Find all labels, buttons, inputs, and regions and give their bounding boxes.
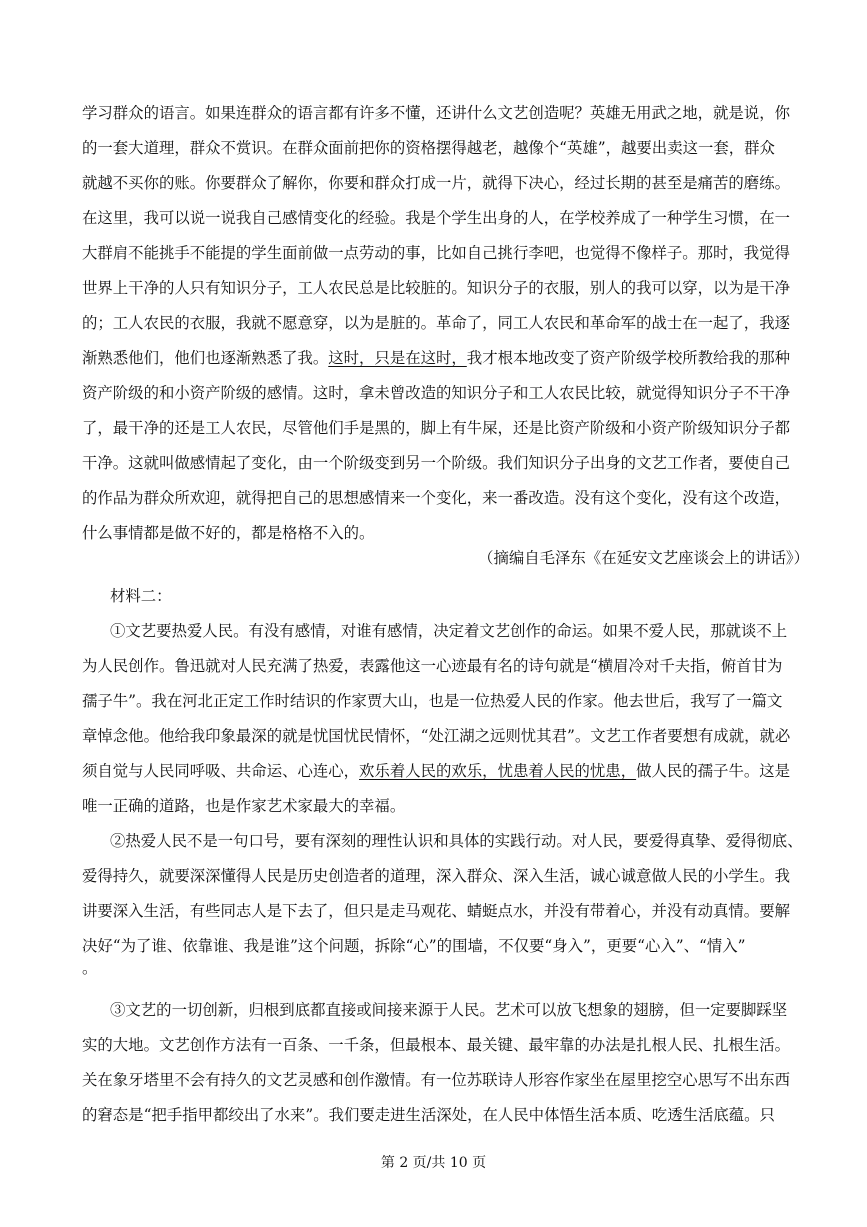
paragraph-line: ③文艺的一切创新，归根到底都直接或间接来源于人民。艺术可以放飞想象的翅膀，但一定要脚踩坚 xyxy=(110,1001,788,1019)
source-citation: （摘编自毛泽东《在延安文艺座谈会上的讲话》） xyxy=(478,549,809,567)
text-line: 的；工人农民的衣服，我就不愿意穿，以为是脏的。革命了，同工人农民和革命军的战士在一起了，我逐 xyxy=(82,314,790,332)
text-segment: 我才根本地改变了资产阶级学校所教给我的那种 xyxy=(466,349,791,367)
section-heading: 材料二： xyxy=(110,587,172,605)
text-line: 的一套大道理，群众不赏识。在群众面前把你的资格摆得越老，越像个“英雄”，越要出卖这一套，群众 xyxy=(82,139,775,157)
paragraph-line: 决好“为了谁、依靠谁、我是谁”这个问题，拆除“心”的围墙，不仅要“身入”，更要“心入”、“情入” xyxy=(82,937,746,955)
text-line: 在这里，我可以说一说我自己感情变化的经验。我是个学生出身的人，在学校养成了一种学生习惯，在一 xyxy=(82,209,790,227)
paragraph-line: 关在象牙塔里不会有持久的文艺灵感和创作激情。有一位苏联诗人形容作家坐在屋里挖空心思写不出东西 xyxy=(82,1071,790,1089)
text-line: 什么事情都是做不好的，都是格格不入的。 xyxy=(82,524,375,542)
paragraph-line: ②热爱人民不是一句口号，要有深刻的理性认识和具体的实践行动。对人民，要爱得真挚、爱得彻底、 xyxy=(110,832,803,850)
paragraph-line: 爱得持久，就要深深懂得人民是历史创造者的道理，深入群众、深入生活，诚心诚意做人民的小学生。我 xyxy=(82,867,790,885)
paragraph-line: 。 xyxy=(82,959,98,977)
text-line: 世界上干净的人只有知识分子，工人农民总是比较脏的。知识分子的衣服，别人的我可以穿，以为是干净 xyxy=(82,279,790,297)
paragraph-line: ①文艺要热爱人民。有没有感情，对谁有感情，决定着文艺创作的命运。如果不爱人民，那就谈不上 xyxy=(110,622,788,640)
paragraph-line: 实的大地。文艺创作方法有一百条、一千条，但最根本、最关键、最牢靠的办法是扎根人民、扎根生活。 xyxy=(82,1036,790,1054)
text-line xyxy=(82,348,791,368)
text-line: 大群肩不能挑手不能提的学生面前做一点劳动的事，比如自己挑行李吧，也觉得不像样子。那时，我觉得 xyxy=(82,244,790,262)
text-line: 干净。这就叫做感情起了变化，由一个阶级变到另一个阶级。我们知识分子出身的文艺工作者，要使自己 xyxy=(82,454,790,472)
text-line: 资产阶级的和小资产阶级的感情。这时，拿未曾改造的知识分子和工人农民比较，就觉得知识分子不干净 xyxy=(82,384,790,402)
paragraph-line: 唯一正确的道路，也是作家艺术家最大的幸福。 xyxy=(82,797,406,815)
text-line: 就越不买你的账。你要群众了解你，你要和群众打成一片，就得下决心，经过长期的甚至是痛苦的磨练。 xyxy=(82,174,790,192)
text-line: 了，最干净的还是工人农民，尽管他们手是黑的，脚上有牛屎，还是比资产阶级和小资产阶级知识分子都 xyxy=(82,419,790,437)
paragraph-line: 为人民创作。鲁迅就对人民充满了热爱，表露他这一心迹最有名的诗句就是“横眉冷对千夫指，俯首甘为 xyxy=(82,657,783,675)
underlined-text: 欢乐着人民的欢乐，忧患着人民的忧患， xyxy=(359,762,637,780)
underlined-text: 这时，只是在这时， xyxy=(328,349,467,367)
paragraph-line: 孺子牛”。我在河北正定工作时结识的作家贾大山，也是一位热爱人民的作家。他去世后，我写了一篇文 xyxy=(82,692,783,710)
paragraph-line: 的窘态是“把手指甲都绞出了水来”。我们要走进生活深处，在人民中体悟生活本质、吃透生活底蕴。只 xyxy=(82,1106,775,1124)
page-footer: 第 2 页/共 10 页 xyxy=(380,1155,487,1171)
text-line: 的作品为群众所欢迎，就得把自己的思想感情来一个变化，来一番改造。没有这个变化，没有这个改造， xyxy=(82,489,790,507)
text-segment: 须自觉与人民同呼吸、共命运、心连心， xyxy=(82,762,360,780)
text-line: 学习群众的语言。如果连群众的语言都有许多不懂，还讲什么文艺创造呢？英雄无用武之地，就是说，你 xyxy=(82,104,790,122)
paragraph-line xyxy=(82,761,791,781)
text-segment: 渐熟悉他们，他们也逐渐熟悉了我。 xyxy=(82,349,329,367)
paragraph-line: 章悼念他。他给我印象最深的就是忧国忧民情怀，“处江湖之远则忧其君”。文艺工作者要想有成就，就必 xyxy=(82,727,791,745)
text-segment: 做人民的孺子牛。这是 xyxy=(636,762,791,780)
paragraph-line: 讲要深入生活，有些同志人是下去了，但只是走马观花、蜻蜓点水，并没有带着心，并没有动真情。要解 xyxy=(82,902,790,920)
